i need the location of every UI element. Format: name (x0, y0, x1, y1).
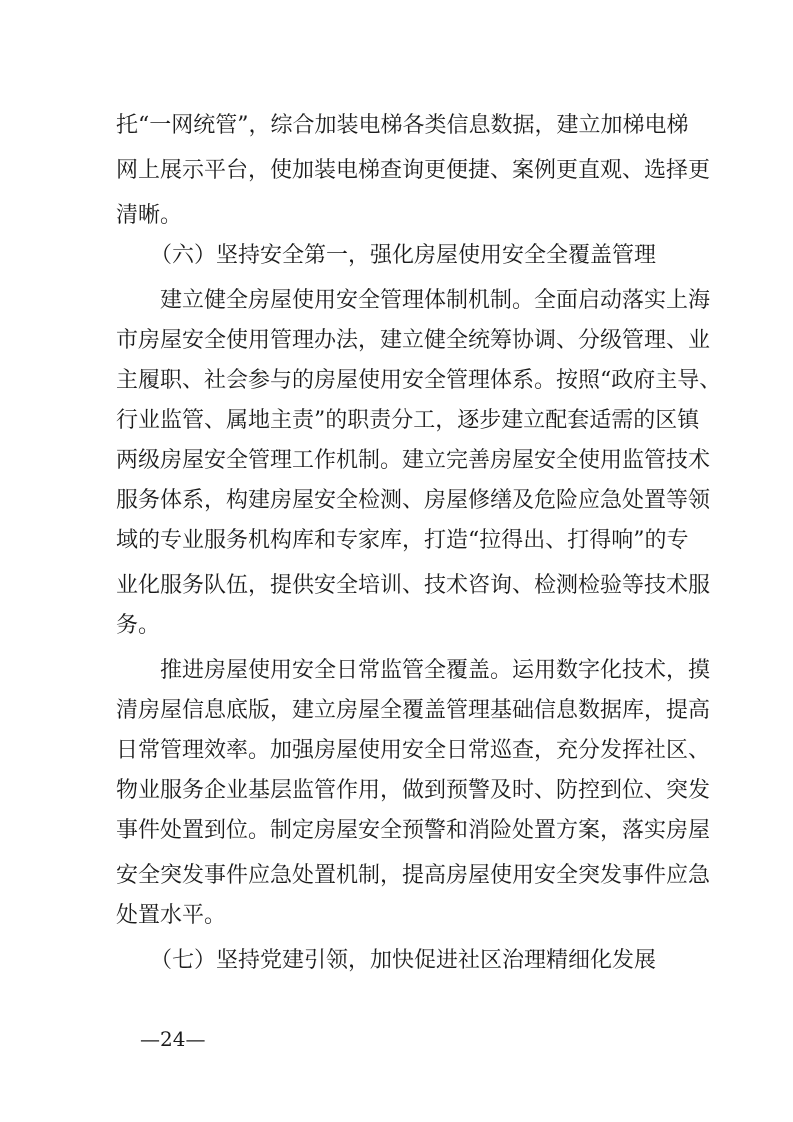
section-heading-7: （七）坚持党建引领，加快促进社区治理精细化发展 (150, 948, 657, 973)
paragraph-1-line-3: 清晰。 (116, 203, 183, 228)
paragraph-2-line-9: 务。 (116, 613, 161, 638)
paragraph-2-line-8: 业化服务队伍，提供安全培训、技术咨询、检测检验等技术服 (116, 573, 711, 598)
paragraph-2-line-2: 市房屋安全使用管理办法，建立健全统筹协调、分级管理、业 (116, 328, 711, 353)
paragraph-3-line-2: 清房屋信息底版，建立房屋全覆盖管理基础信息数据库，提高 (116, 698, 711, 723)
paragraph-1-line-2: 网上展示平台，使加装电梯查询更便捷、案例更直观、选择更 (116, 158, 711, 183)
paragraph-3-line-1: 推进房屋使用安全日常监管全覆盖。运用数字化技术，摸 (160, 658, 711, 683)
paragraph-3-line-4: 物业服务企业基层监管作用，做到预警及时、防控到位、突发 (116, 778, 711, 803)
paragraph-2-line-4: 行业监管、属地主责”的职责分工，逐步建立配套适需的区镇 (116, 408, 700, 433)
paragraph-3-line-5: 事件处置到位。制定房屋安全预警和消险处置方案，落实房屋 (116, 818, 711, 843)
section-heading-6: （六）坚持安全第一，强化房屋使用安全全覆盖管理 (150, 243, 657, 268)
paragraph-3-line-6: 安全突发事件应急处置机制，提高房屋使用安全突发事件应急 (116, 863, 711, 888)
paragraph-2-line-6: 服务体系，构建房屋安全检测、房屋修缮及危险应急处置等领 (116, 488, 711, 513)
paragraph-3-line-7: 处置水平。 (116, 903, 227, 928)
paragraph-2-line-1: 建立健全房屋使用安全管理体制机制。全面启动落实上海 (160, 288, 711, 313)
paragraph-1-line-1: 托“一网统管”，综合加装电梯各类信息数据，建立加梯电梯 (116, 113, 689, 138)
paragraph-3-line-3: 日常管理效率。加强房屋使用安全日常巡查，充分发挥社区、 (116, 738, 711, 763)
paragraph-2-line-5: 两级房屋安全管理工作机制。建立完善房屋安全使用监管技术 (116, 448, 711, 473)
page-number: —24— (140, 1027, 206, 1051)
paragraph-2-line-3: 主履职、社会参与的房屋使用安全管理体系。按照“政府主导、 (116, 368, 722, 393)
paragraph-2-line-7: 域的专业服务机构库和专家库，打造“拉得出、打得响”的专 (116, 528, 689, 553)
